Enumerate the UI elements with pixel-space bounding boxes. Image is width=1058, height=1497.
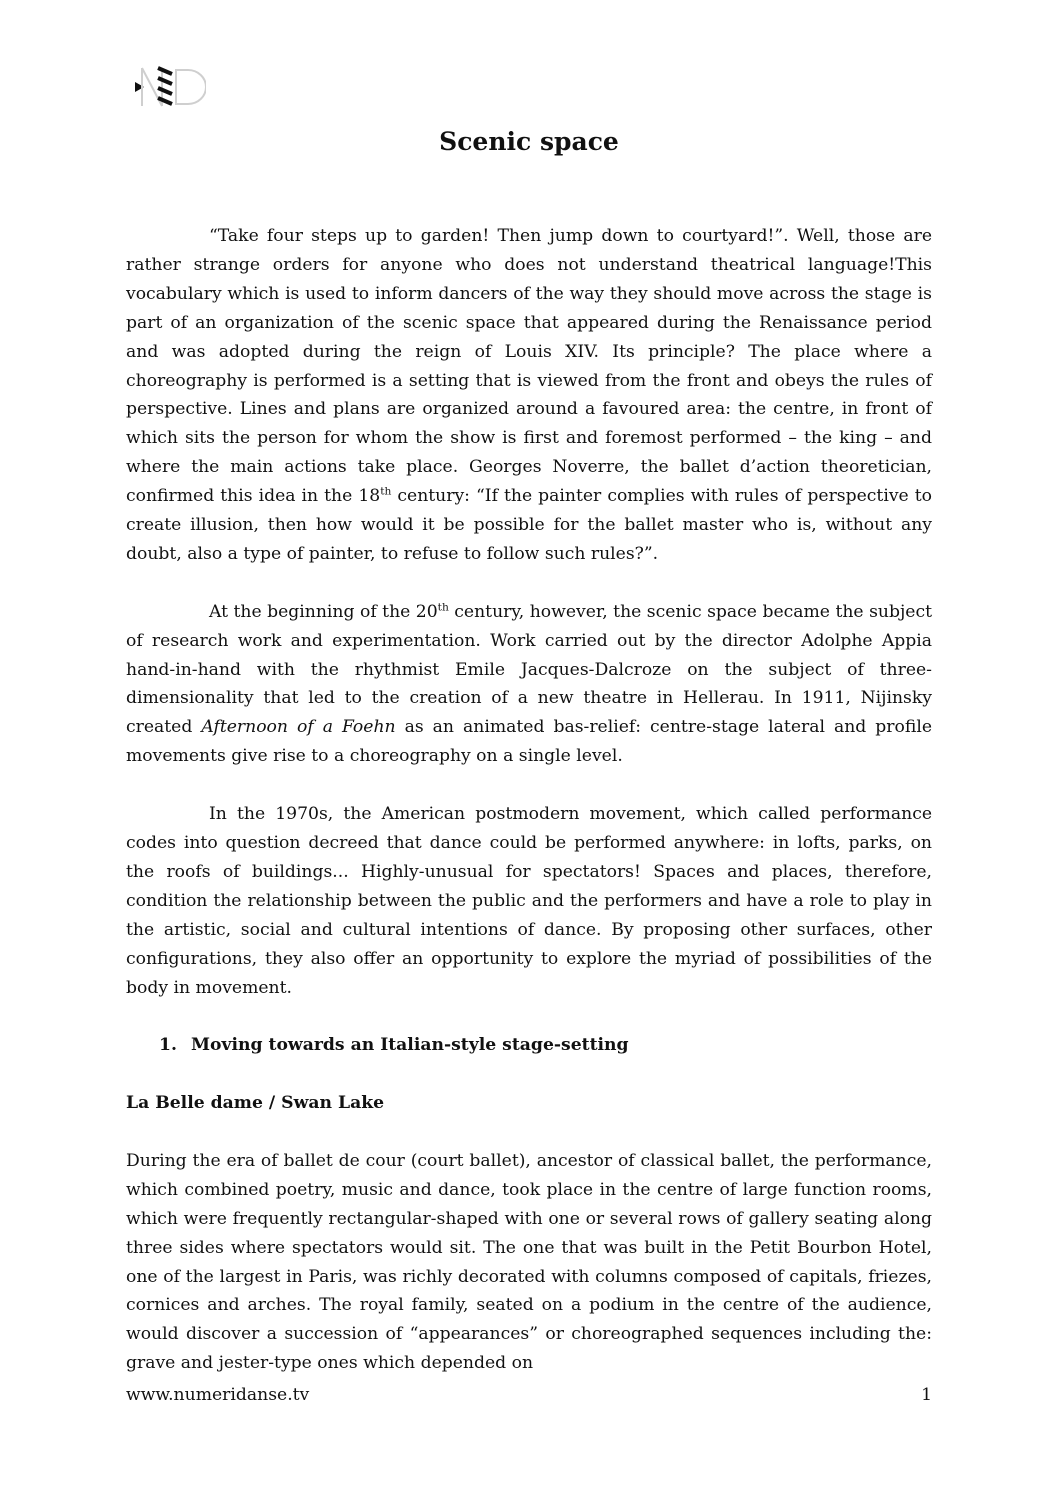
paragraph: In the 1970s, the American postmodern movement, which called performance codes into question decreed that dance could be performed anywhere: in lofts, parks, on the roofs of buildings... Highly-unusual for spectators! Spaces and places, therefore, condition the relationship between the public and the performers and have a role to play in the artistic, social and cultural intentions of dance. By proposing other surfaces, other configurations, they also offer an opportunity to explore the myriad of possibilities of the body in movement. xyxy=(126,804,932,998)
subheading: La Belle dame / Swan Lake xyxy=(126,1093,385,1114)
document-body xyxy=(126,222,932,1378)
page-number: 1 xyxy=(921,1385,932,1405)
paragraph: During the era of ballet de cour (court ballet), ancestor of classical ballet, the performance, which combined poetry, music and dance, took place in the centre of large function rooms, which were frequently rectangular-shaped with one or several rows of gallery seating along three sides where spectators would sit. The one that was built in the Petit Bourbon Hotel, one of the largest in Paris, was richly decorated with columns composed of capitals, friezes, cornices and arches. The royal family, seated on a podium in the centre of the audience, would discover a succession of “appearances” or choreographed sequences including the: grave and jester-type ones which depended on xyxy=(126,1150,932,1374)
paragraph: “Take four steps up to garden! Then jump down to courtyard!”. Well, those are rather strange orders for anyone who does not understand theatrical language!This vocabulary which is used to inform dancers of the way they should move across the stage is part of an organization of the scenic space that appeared during the Renaissance period and was adopted during the reign of Louis XIV. Its principle? The place where a choreography is performed is a setting that is viewed from the front and obeys the rules of perspective. Lines and plans are organized around a favoured area: the centre, in front of which sits the person for whom the show is first and foremost performed – the king – and where the main actions take place. Georges Noverre, the ballet d’action theoretician, confirmed this idea in the 18th century: “If the painter complies with rules of perspective to create illusion, then how would it be possible for the ballet master who is, without any doubt, also a type of painter, to refuse to follow such rules?”. xyxy=(126,226,932,564)
numeridanse-logo-icon xyxy=(132,64,206,110)
section-heading: 1. Moving towards an Italian-style stage-setting xyxy=(159,1035,629,1056)
footer-url: www.numeridanse.tv xyxy=(126,1385,310,1405)
page-footer xyxy=(126,1385,932,1405)
page-title: Scenic space xyxy=(439,127,619,156)
paragraph: At the beginning of the 20th century, however, the scenic space became the subject of research work and experimentation. Work carried out by the director Adolphe Appia hand-in-hand with the rhythmist Emile Jacques-Dalcroze on the subject of three-dimensionality that led to the creation of a new theatre in Hellerau. In 1911, Nijinsky created Afternoon of a Foehn as an animated bas-relief: centre-stage lateral and profile movements give rise to a choreography on a single level. xyxy=(126,600,932,767)
